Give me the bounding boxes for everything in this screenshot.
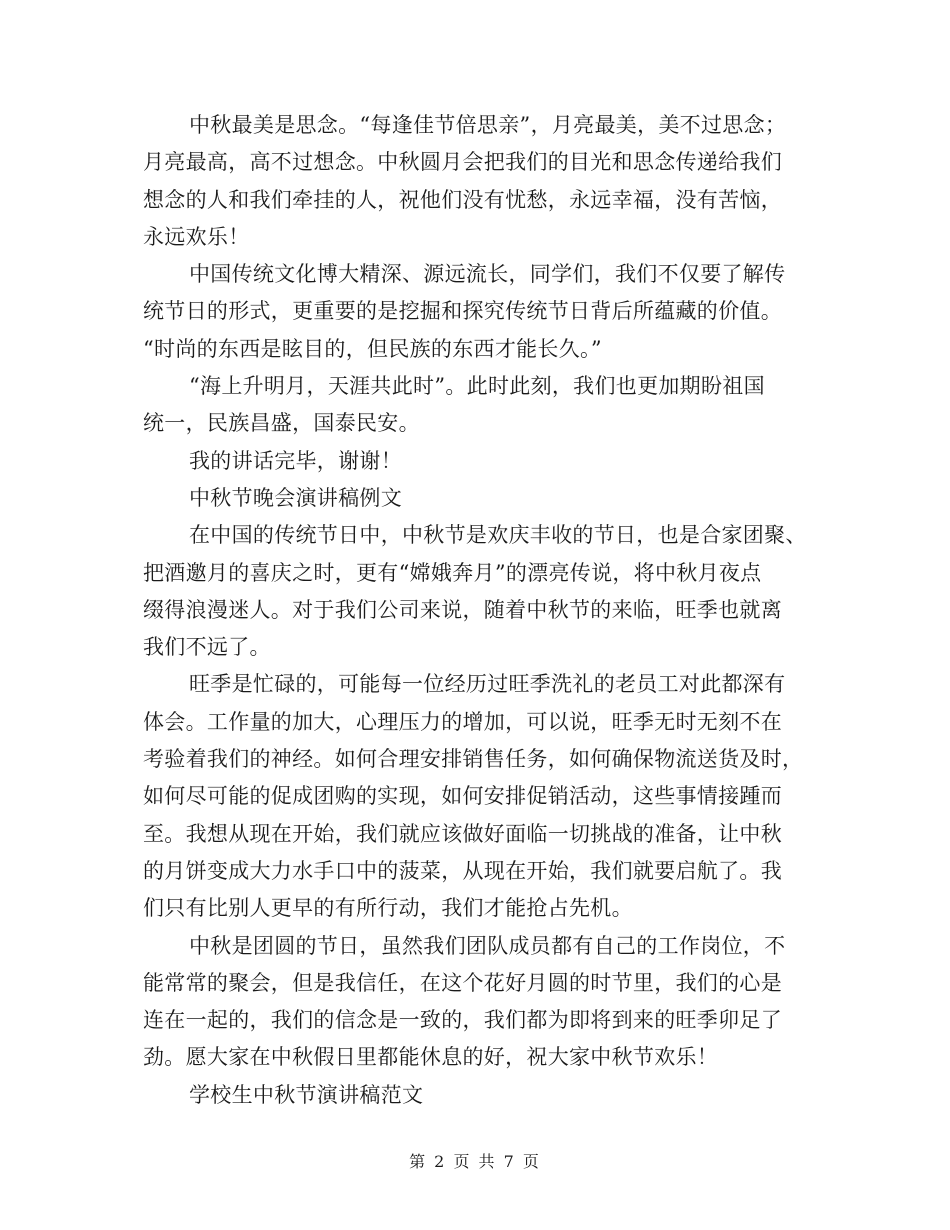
page-number-footer: 第 2 页 共 7 页 bbox=[409, 1152, 541, 1171]
text-line: 永远欢乐！ bbox=[143, 224, 250, 249]
document-body bbox=[143, 107, 808, 1114]
text-line: 我们不远了。 bbox=[143, 635, 271, 660]
text-line: 劲。愿大家在中秋假日里都能休息的好，祝大家中秋节欢乐！ bbox=[143, 1045, 719, 1070]
text-line: 连在一起的，我们的信念是一致的，我们都为即将到来的旺季卯足了 bbox=[143, 1008, 782, 1033]
text-line: 中秋节晚会演讲稿例文 bbox=[189, 485, 402, 510]
text-line: 把酒邀月的喜庆之时，更有“嫦娥奔月”的漂亮传说，将中秋月夜点 bbox=[143, 560, 762, 585]
text-line: 我的讲话完毕，谢谢！ bbox=[189, 448, 402, 473]
text-line: 学校生中秋节演讲稿范文 bbox=[189, 1082, 424, 1107]
text-line: 在中国的传统节日中，中秋节是欢庆丰收的节日，也是合家团聚、 bbox=[189, 523, 807, 548]
text-line: 体会。工作量的加大，心理压力的增加，可以说，旺季无时无刻不在 bbox=[143, 709, 782, 734]
text-line: 缀得浪漫迷人。对于我们公司来说，随着中秋节的来临，旺季也就离 bbox=[143, 597, 782, 622]
text-line: “时尚的东西是眩目的，但民族的东西才能长久。” bbox=[143, 336, 602, 361]
text-line: 中秋最美是思念。“每逢佳节倍思亲”，月亮最美，美不过思念； bbox=[189, 113, 787, 137]
text-line: 中国传统文化博大精深、源远流长，同学们，我们不仅要了解传 bbox=[189, 262, 786, 287]
text-line: 如何尽可能的促成团购的实现，如何安排促销活动，这些事情接踵而 bbox=[143, 784, 782, 809]
text-line: 统一，民族昌盛，国泰民安。 bbox=[143, 411, 420, 436]
text-line: 月亮最高，高不过想念。中秋圆月会把我们的目光和思念传递给我们 bbox=[143, 150, 782, 175]
text-line: 中秋是团圆的节日，虽然我们团队成员都有自己的工作岗位，不 bbox=[189, 933, 786, 958]
text-line: “海上升明月，天涯共此时”。此时此刻，我们也更加期盼祖国 bbox=[189, 374, 765, 399]
text-line: 至。我想从现在开始，我们就应该做好面临一切挑战的准备，让中秋 bbox=[143, 821, 782, 846]
text-line: 考验着我们的神经。如何合理安排销售任务，如何确保物流送货及时， bbox=[143, 747, 804, 772]
text-line: 统节日的形式，更重要的是挖掘和探究传统节日背后所蕴藏的价值。 bbox=[143, 299, 782, 324]
text-line: 旺季是忙碌的，可能每一位经历过旺季洗礼的老员工对此都深有 bbox=[189, 672, 786, 697]
text-line: 的月饼变成大力水手口中的菠菜，从现在开始，我们就要启航了。我 bbox=[143, 858, 782, 883]
text-line: 们只有比别人更早的有所行动，我们才能抢占先机。 bbox=[143, 896, 633, 921]
text-line: 想念的人和我们牵挂的人，祝他们没有忧愁，永远幸福，没有苦恼， bbox=[143, 187, 782, 212]
text-line: 能常常的聚会，但是我信任，在这个花好月圆的时节里，我们的心是 bbox=[143, 970, 782, 995]
